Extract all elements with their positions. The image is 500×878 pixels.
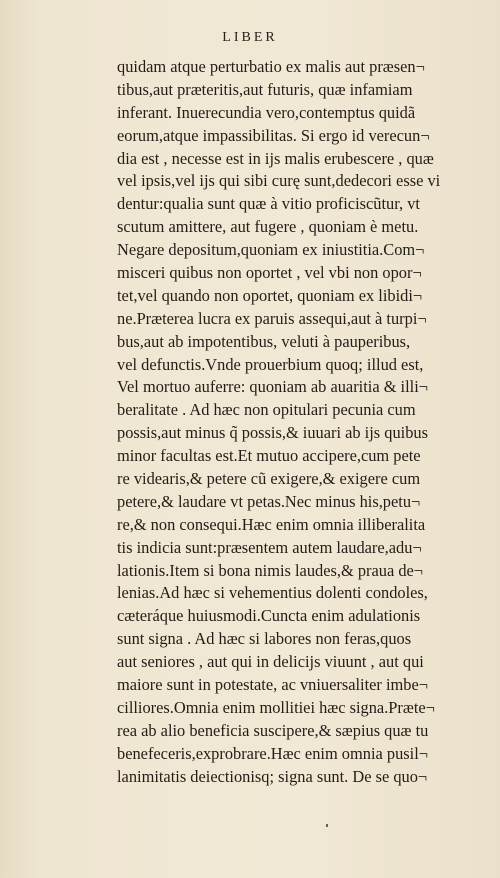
running-head: LIBER — [222, 30, 278, 45]
text-line: tet,vel quando non oportet, quoniam ex libidi¬ — [117, 285, 423, 305]
body-text — [117, 56, 480, 789]
text-line: ne.Præterea lucra ex paruis assequi,aut à turpi¬ — [117, 308, 427, 328]
text-line: vel defunctis.Vnde prouerbium quoq; illud est, — [117, 354, 424, 374]
text-line: vel ipsis,vel ijs qui sibi curę sunt,dedecori esse vi — [117, 171, 441, 191]
text-line: eorum,atque impassibilitas. Si ergo id verecun¬ — [117, 125, 430, 145]
text-line: tis indicia sunt:præsentem autem laudare,adu¬ — [117, 537, 422, 557]
text-line: benefeceris,exprobrare.Hæc enim omnia pusil¬ — [117, 743, 428, 763]
text-line: quidam atque perturbatio ex malis aut præsen¬ — [117, 57, 425, 76]
text-line: lanimitatis deiectionisq; signa sunt. De se quo¬ — [117, 766, 428, 786]
text-line: tibus,aut præteritis,aut futuris, quæ infamiam — [117, 79, 413, 99]
text-line: petere,& laudare vt petas.Nec minus his,petu¬ — [117, 491, 421, 511]
text-line: re,& non consequi.Hæc enim omnia illiberalita — [117, 514, 426, 534]
text-line: dia est , necesse est in ijs malis erubescere , quæ — [117, 148, 434, 168]
text-line: cilliores.Omnia enim mollitiei hæc signa.Præte¬ — [117, 697, 435, 717]
text-line: Vel mortuo auferre: quoniam ab auaritia & illi¬ — [117, 377, 429, 397]
text-line: misceri quibus non oportet , vel vbi non opor¬ — [117, 263, 422, 283]
text-line: possis,aut minus q̃ possis,& iuuari ab ijs quibus — [117, 423, 428, 443]
text-line: lenias.Ad hæc si vehementius dolenti condoles, — [117, 583, 428, 603]
text-line: scutum amittere, aut fugere , quoniam è metu. — [117, 217, 419, 237]
text-line: minor facultas est.Et mutuo accipere,cum pete — [117, 446, 421, 466]
text-line: inferant. Inuerecundia vero,contemptus quidã — [117, 102, 416, 122]
text-line: Negare depositum,quoniam ex iniustitia.Com¬ — [117, 240, 425, 260]
text-line: beralitate . Ad hæc non opitulari pecunia cum — [117, 400, 416, 420]
text-line: maiore sunt in potestate, ac vniuersaliter imbe¬ — [117, 675, 429, 695]
ink-speck — [326, 824, 328, 827]
text-line: bus,aut ab impotentibus, veluti à pauperibus, — [117, 331, 411, 351]
text-line: cæteráque huiusmodi.Cuncta enim adulationis — [117, 606, 421, 626]
text-line: dentur:qualia sunt quæ à vitio proficiscũtur, vt — [117, 194, 420, 214]
text-line: rea ab alio beneficia suscipere,& sæpius quæ tu — [117, 720, 429, 740]
text-line: re videaris,& petere cũ exigere,& exigere cum — [117, 469, 421, 489]
text-line: lationis.Item si bona nimis laudes,& praua de¬ — [117, 560, 424, 580]
text-line: sunt signa . Ad hæc si labores non feras,quos — [117, 629, 412, 649]
text-line: aut seniores , aut qui in delicijs viuunt , aut qui — [117, 652, 424, 672]
